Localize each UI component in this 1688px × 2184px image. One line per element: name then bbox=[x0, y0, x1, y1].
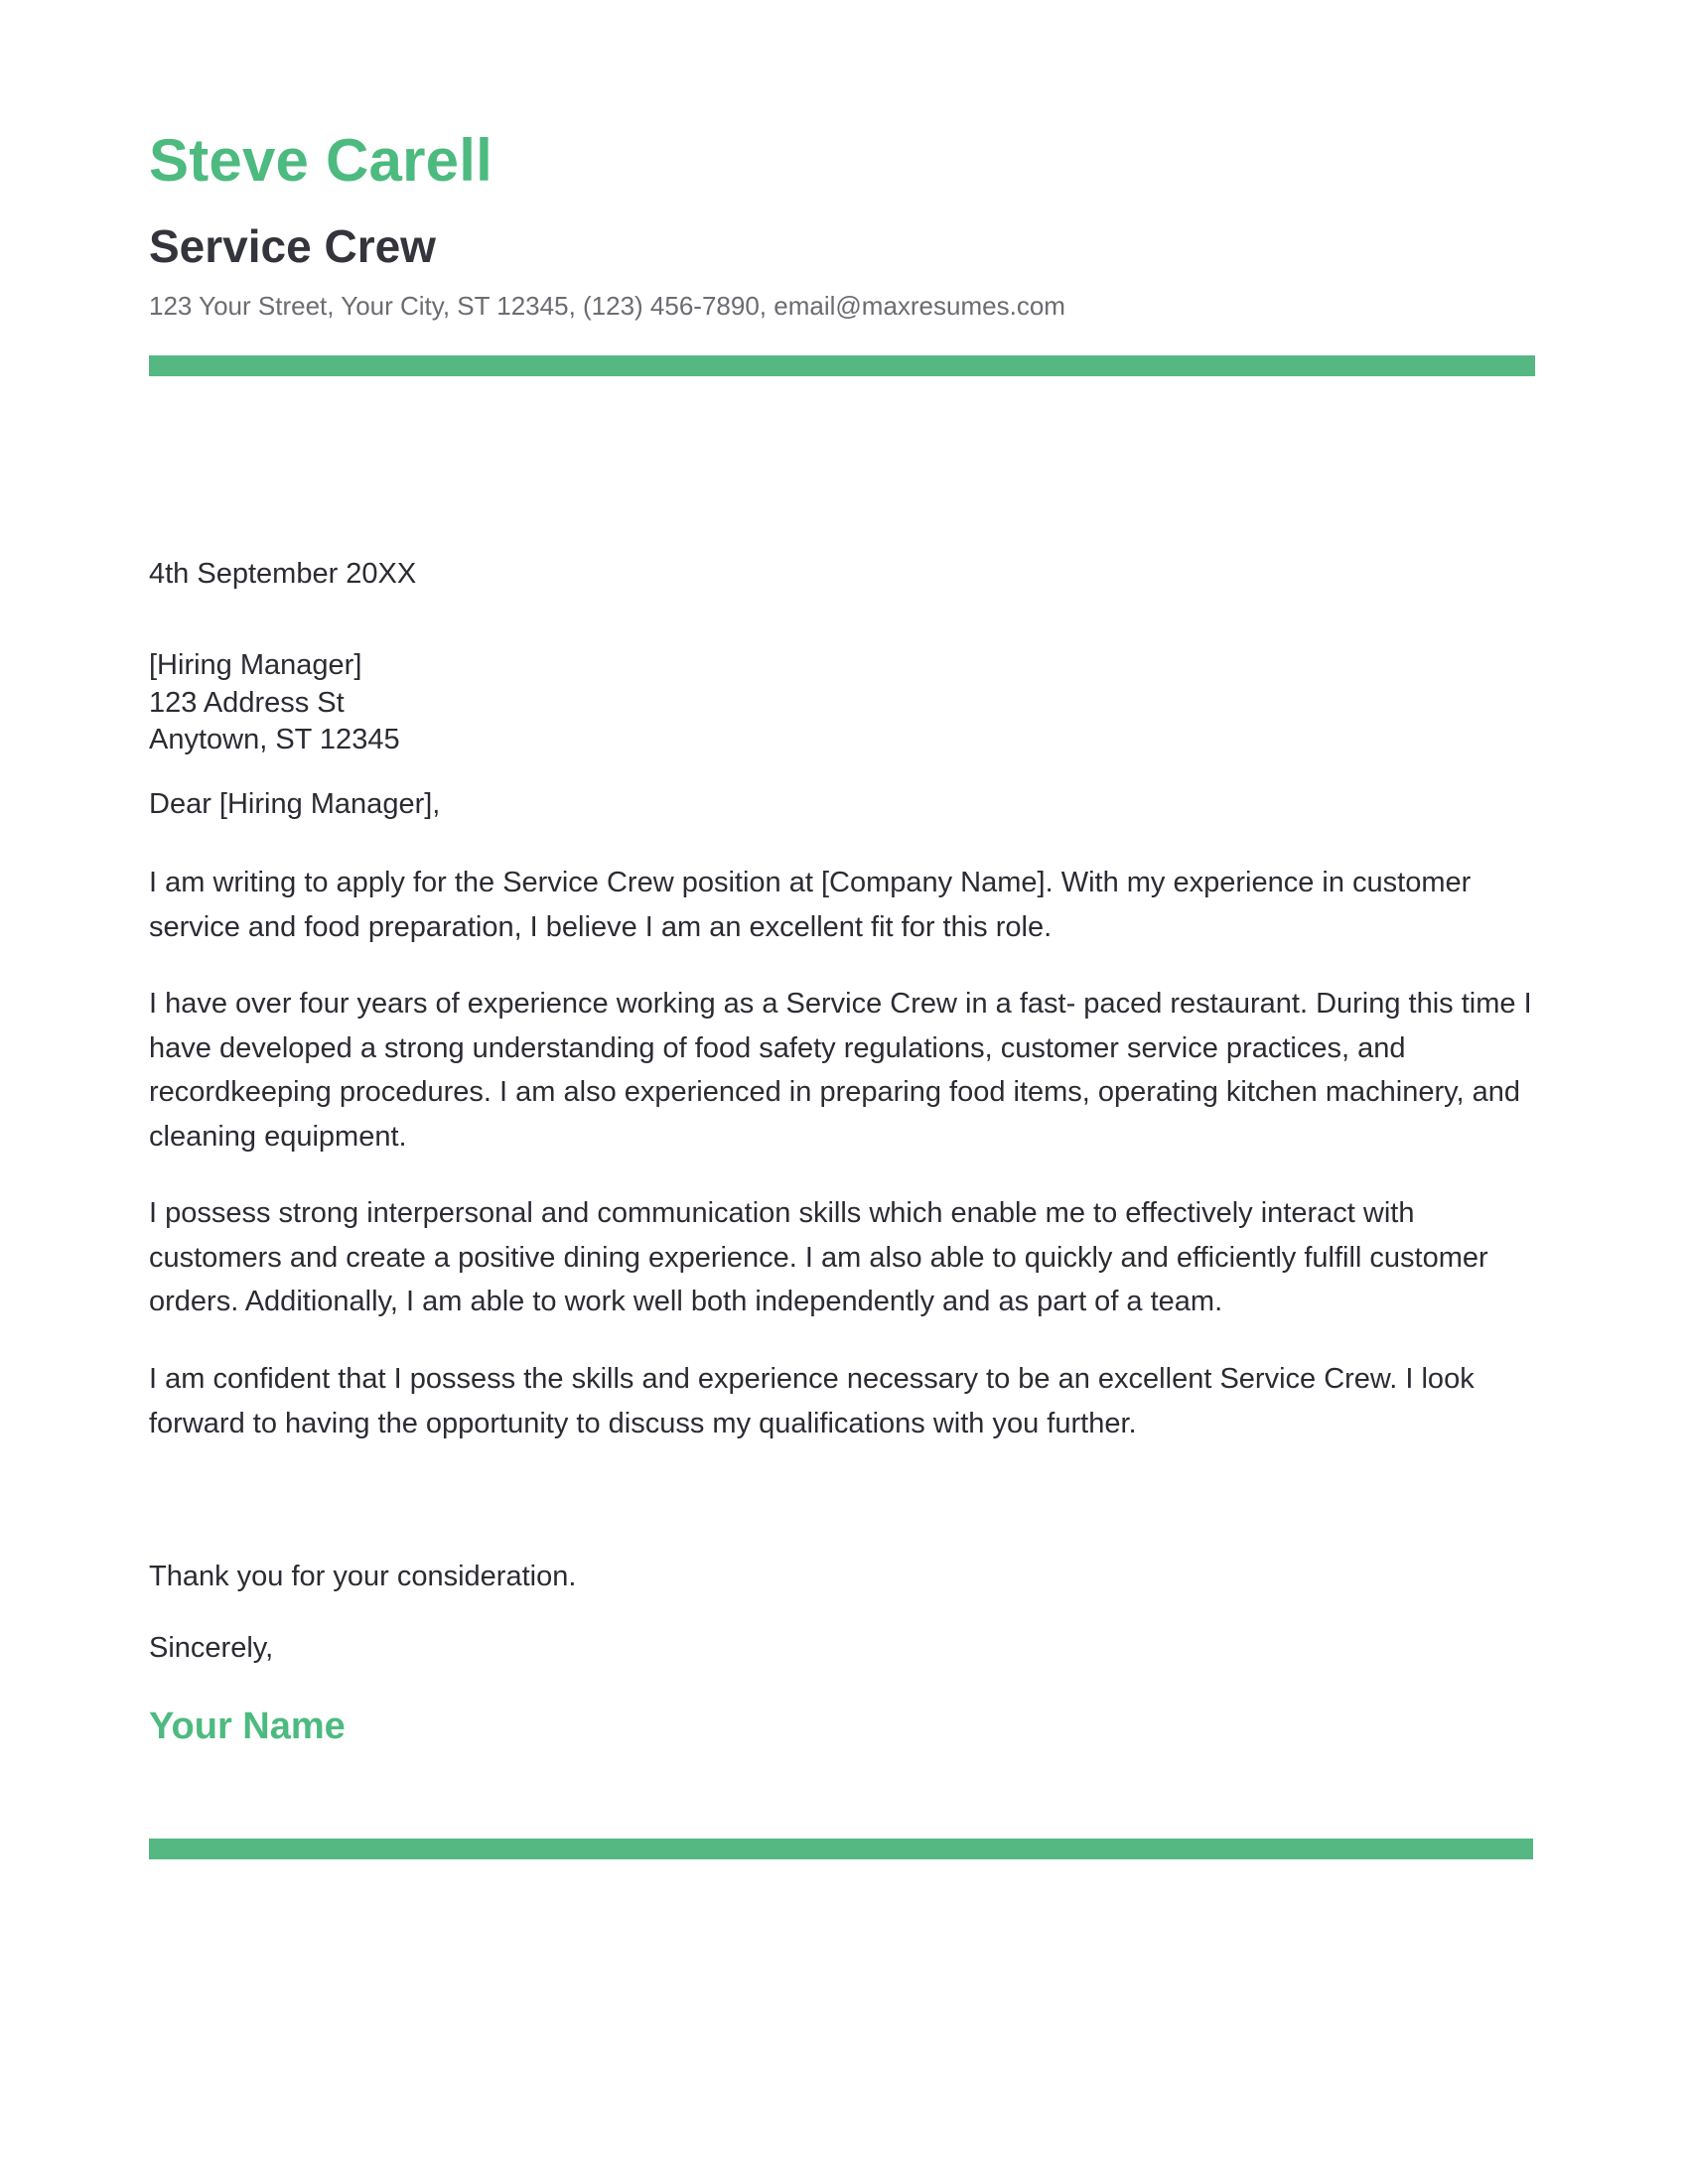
salutation: Dear [Hiring Manager], bbox=[149, 788, 441, 820]
closing-line: Sincerely, bbox=[149, 1632, 274, 1664]
contact-info: 123 Your Street, Your City, ST 12345, (123) 456-7890, email@maxresumes.com bbox=[149, 291, 1065, 321]
recipient-line: 123 Address St bbox=[149, 686, 345, 719]
applicant-name: Steve Carell bbox=[149, 127, 492, 194]
recipient-line: [Hiring Manager] bbox=[149, 649, 362, 681]
body-paragraph: I have over four years of experience working as a Service Crew in a fast- paced restaurant. During this time I have developed a strong understanding of food safety regulations, customer service practices, and recordkeeping procedures. I am also experienced in preparing food items, operating kitchen machinery, and cleaning equipment. bbox=[149, 988, 1532, 1153]
header-divider bbox=[149, 355, 1535, 376]
letter-date: 4th September 20XX bbox=[149, 558, 417, 590]
body-paragraph: I am writing to apply for the Service Crew position at [Company Name]. With my experience in customer service and food preparation, I believe I am an excellent fit for this role. bbox=[149, 867, 1472, 943]
recipient-address bbox=[149, 647, 1539, 759]
job-title: Service Crew bbox=[149, 220, 436, 272]
recipient-line: Anytown, ST 12345 bbox=[149, 724, 400, 755]
thanks-line: Thank you for your consideration. bbox=[149, 1561, 577, 1592]
body-paragraph: I am confident that I possess the skills and experience necessary to be an excellent Service Crew. I look forward to having the opportunity to discuss my qualifications with you further. bbox=[149, 1363, 1475, 1439]
signature-name: Your Name bbox=[149, 1706, 346, 1747]
body-paragraph: I possess strong interpersonal and communication skills which enable me to effectively interact with customers and create a positive dining experience. I am also able to quickly and efficiently fulfill customer orders. Additionally, I am able to work well both independently and as part of a team. bbox=[149, 1197, 1488, 1318]
footer-divider bbox=[149, 1839, 1533, 1859]
